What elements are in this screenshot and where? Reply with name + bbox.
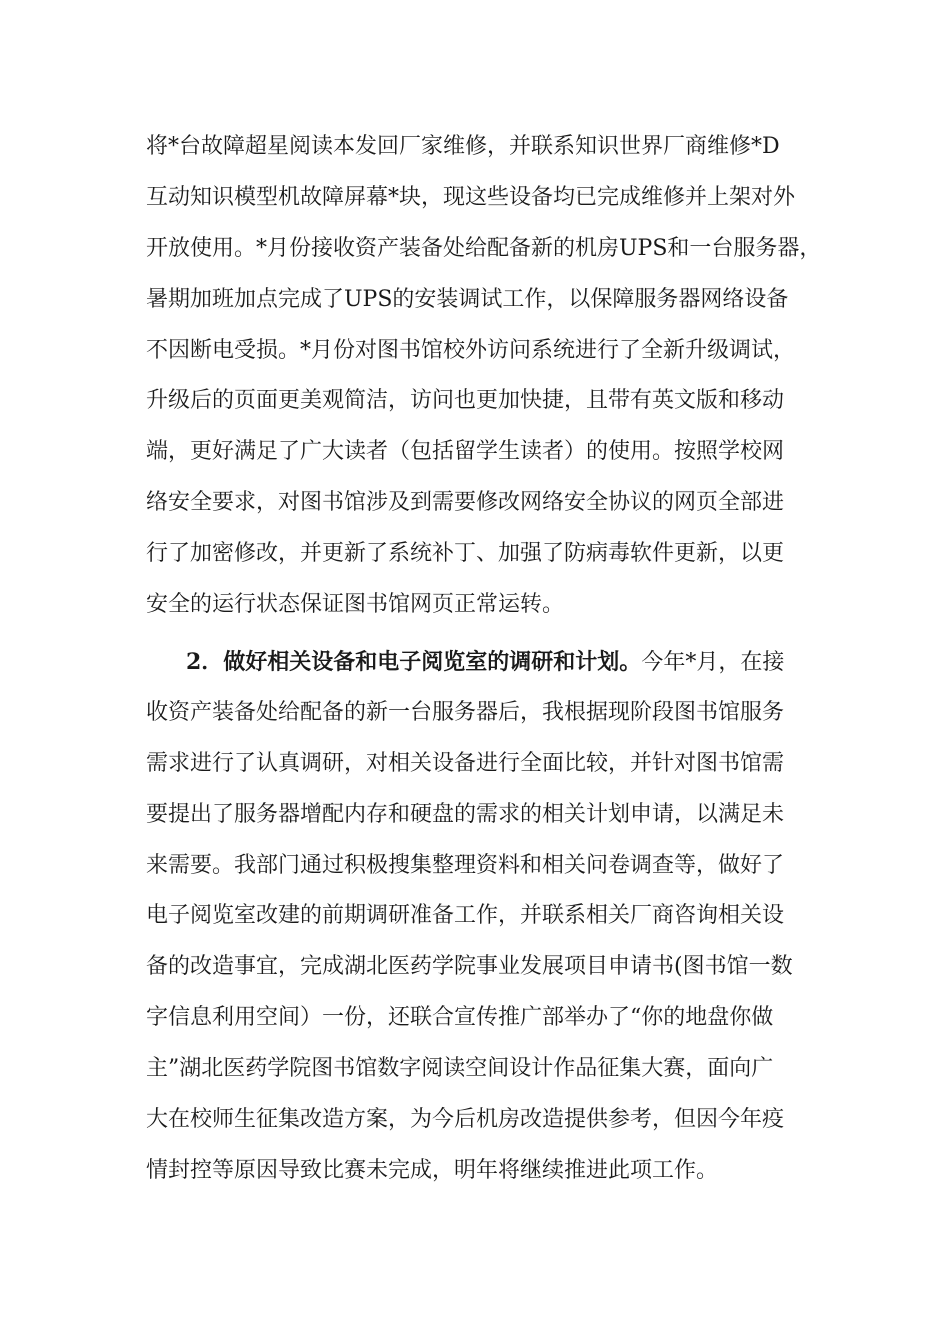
paragraph-line: 升级后的页面更美观简洁，访问也更加快捷，且带有英文版和移动 <box>146 388 785 414</box>
paragraph-equipment-maintenance <box>146 122 826 631</box>
section-heading: 2．做好相关设备和电子阅览室的调研和计划。 <box>186 649 642 675</box>
paragraph-line: 电子阅览室改建的前期调研准备工作，并联系相关厂商咨询相关设 <box>146 903 785 929</box>
paragraph-line: 字信息利用空间）一份，还联合宣传推广部举办了“你的地盘你做 <box>146 1005 774 1031</box>
paragraph-line: 大在校师生征集改造方案，为今后机房改造提供参考，但因今年疫 <box>146 1107 785 1133</box>
paragraph-line: 情封控等原因导致比赛未完成，明年将继续推进此项工作。 <box>146 1157 719 1183</box>
heading-continuation: 今年*月，在接 <box>641 650 785 675</box>
paragraph-line: 互动知识模型机故障屏幕*块，现这些设备均已完成维修并上架对外 <box>146 184 796 210</box>
paragraph-research-planning <box>146 637 826 1197</box>
paragraph-line: 要提出了服务器增配内存和硬盘的需求的相关计划申请，以满足未 <box>146 801 785 827</box>
paragraph-line: 备的改造事宜，完成湖北医药学院事业发展项目申请书(图书馆一数 <box>146 954 793 980</box>
paragraph-line: 络安全要求，对图书馆涉及到需要修改网络安全协议的网页全部进 <box>146 490 785 516</box>
paragraph-line: 开放使用。*月份接收资产装备处给配备新的机房UPS和一台服务器， <box>146 235 822 261</box>
paragraph-line: 暑期加班加点完成了UPS的安装调试工作，以保障服务器网络设备 <box>146 286 789 312</box>
paragraph-line: 将*台故障超星阅读本发回厂家维修，并联系知识世界厂商维修*D <box>146 134 780 159</box>
paragraph-line: 来需要。我部门通过积极搜集整理资料和相关问卷调查等，做好了 <box>146 852 785 878</box>
paragraph-line: 不因断电受损。*月份对图书馆校外访问系统进行了全新升级调试， <box>146 337 796 363</box>
paragraph-line: 端，更好满足了广大读者（包括留学生读者）的使用。按照学校网 <box>146 439 785 465</box>
paragraph-line: 安全的运行状态保证图书馆网页正常运转。 <box>146 592 565 618</box>
paragraph-line: 行了加密修改，并更新了系统补丁、加强了防病毒软件更新，以更 <box>146 541 785 567</box>
paragraph-line: 需求进行了认真调研，对相关设备进行全面比较，并针对图书馆需 <box>146 750 785 776</box>
paragraph-line: 收资产装备处给配备的新一台服务器后，我根据现阶段图书馆服务 <box>146 699 785 725</box>
paragraph-line: 主”湖北医药学院图书馆数字阅读空间设计作品征集大赛，面向广 <box>146 1056 774 1082</box>
paragraph-first-line <box>146 637 826 688</box>
